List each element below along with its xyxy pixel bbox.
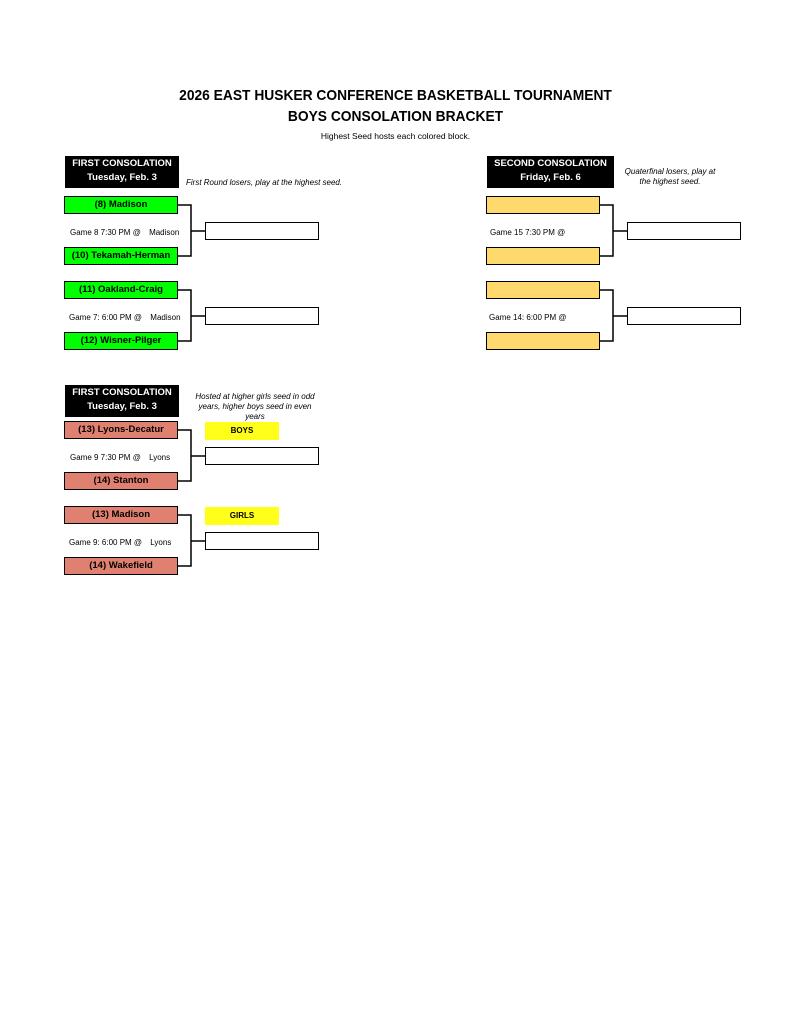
game-label: Game 14: 6:00 PM @: [489, 313, 567, 322]
game-site: Lyons: [150, 538, 172, 547]
game-site: Madison: [149, 228, 180, 237]
team-slot: (10) Tekamah-Herman: [64, 247, 178, 265]
game-info: [69, 313, 181, 323]
winner-slot: [205, 532, 319, 550]
section1-header-line2: Tuesday, Feb. 3: [87, 172, 157, 183]
team-slot: (14) Stanton: [64, 472, 178, 490]
page-subtitle: Highest Seed hosts each colored block.: [320, 131, 471, 141]
winner-slot: [205, 447, 319, 465]
game-info: [70, 228, 179, 238]
section3-header-line1: FIRST CONSOLATION: [72, 387, 172, 398]
bracket-connector: [178, 515, 205, 566]
section2-header-line1: SECOND CONSOLATION: [494, 158, 607, 169]
winner-slot: [627, 222, 741, 240]
team-slot: [486, 196, 600, 214]
team-slot: [486, 247, 600, 265]
section1-header-line1: FIRST CONSOLATION: [72, 158, 172, 169]
game-site: Madison: [150, 313, 181, 322]
game-label: Game 8 7:30 PM @: [70, 228, 141, 237]
team-slot: (13) Lyons-Decatur: [64, 421, 178, 439]
bracket-connector: [178, 430, 205, 481]
game-info: [69, 538, 171, 548]
section1-note: First Round losers, play at the highest seed.: [186, 178, 343, 187]
winner-slot: [205, 222, 319, 240]
bracket-connector: [178, 205, 205, 256]
section2-note: Quaterfinal losers, play at the highest seed.: [624, 167, 716, 186]
team-slot: (13) Madison: [64, 506, 178, 524]
section3-header: [65, 385, 179, 417]
section3-header-line2: Tuesday, Feb. 3: [87, 401, 157, 412]
bracket-connector: [600, 290, 627, 341]
game-label: Game 15 7:30 PM @: [490, 228, 566, 237]
team-slot: [486, 281, 600, 299]
game-info: [70, 453, 170, 463]
game-label: Game 7: 6:00 PM @: [69, 313, 143, 322]
team-slot: (12) Wisner-Pilger: [64, 332, 178, 350]
team-slot: (14) Wakefield: [64, 557, 178, 575]
section2-header: [487, 156, 614, 188]
bracket-connector: [600, 205, 627, 256]
winner-slot: [205, 307, 319, 325]
winner-slot: [627, 307, 741, 325]
game-site: Lyons: [149, 453, 171, 462]
boys-tag: BOYS: [205, 422, 279, 440]
section1-header: [65, 156, 179, 188]
game-label: Game 9: 6:00 PM @: [69, 538, 143, 547]
section2-header-line2: Friday, Feb. 6: [520, 172, 581, 183]
bracket-title: BOYS CONSOLATION BRACKET: [287, 108, 504, 125]
team-slot: (11) Oakland-Craig: [64, 281, 178, 299]
team-slot: [486, 332, 600, 350]
team-slot: (8) Madison: [64, 196, 178, 214]
bracket-connector: [178, 290, 205, 341]
game-label: Game 9 7:30 PM @: [70, 453, 141, 462]
section3-note: Hosted at higher girls seed in odd years, higher boys seed in even years: [195, 392, 315, 421]
girls-tag: GIRLS: [205, 507, 279, 525]
page-title: 2026 EAST HUSKER CONFERENCE BASKETBALL TOURNAMENT: [179, 87, 612, 104]
